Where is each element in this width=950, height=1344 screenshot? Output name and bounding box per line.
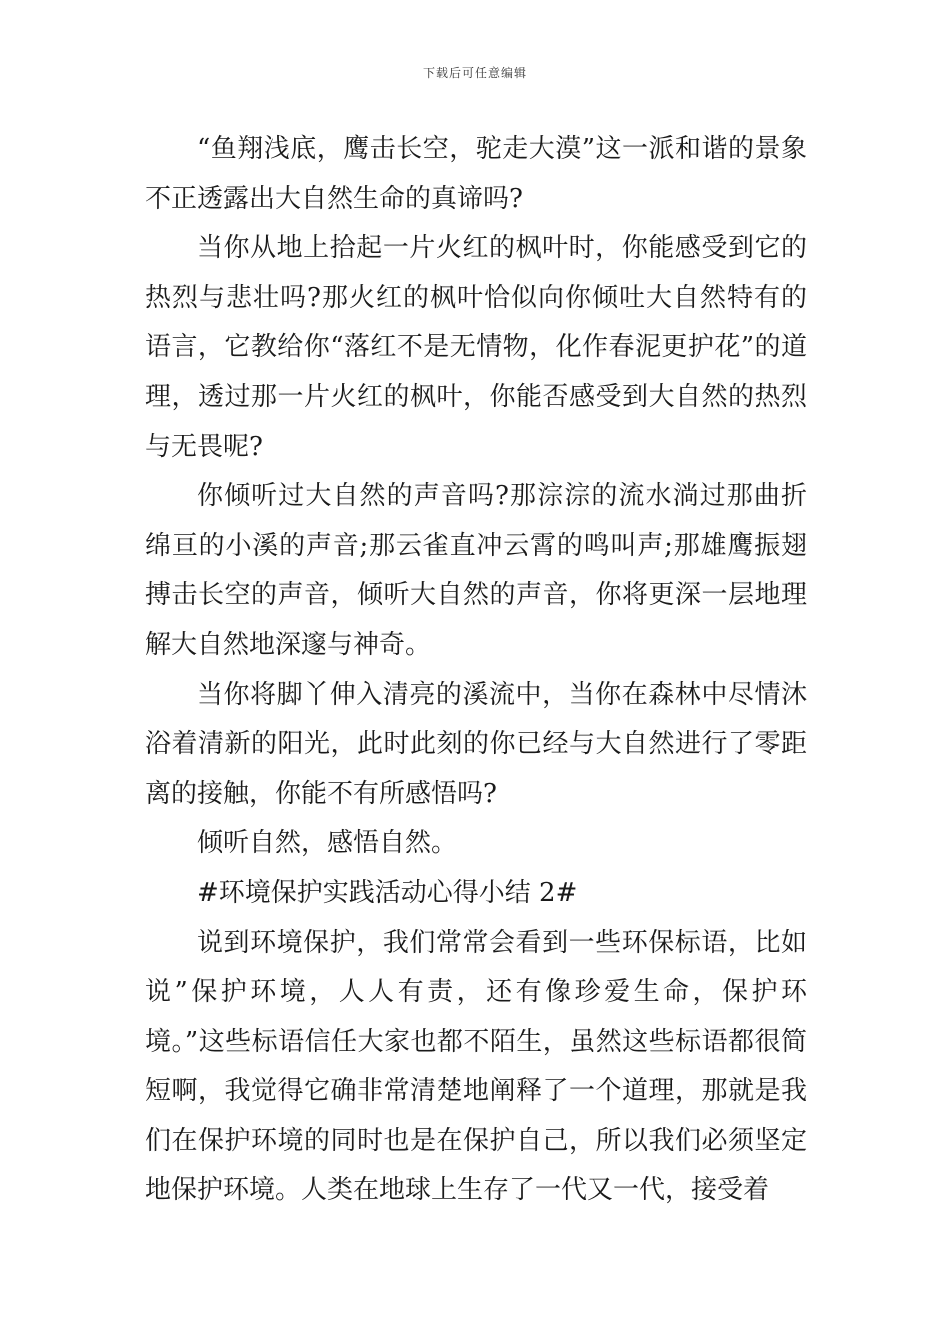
paragraph-3: 你倾听过大自然的声音吗?那淙淙的流水淌过那曲折绵亘的小溪的声音;那云雀直冲云霄的鸣叫声;那雄鹰振翅搏击长空的声音，倾听大自然的声音，你将更深一层地理解大自然地深邃与神奇。	[145, 481, 807, 660]
paragraph-4: 当你将脚丫伸入清亮的溪流中，当你在森林中尽情沐浴着清新的阳光，此时此刻的你已经与大自然进行了零距离的接触，你能不有所感悟吗?	[145, 679, 807, 809]
paragraph-5: 倾听自然，感悟自然。	[197, 828, 458, 859]
page-header: 下载后可任意编辑	[422, 66, 527, 80]
paragraph-2: 当你从地上拾起一片火红的枫叶时，你能感受到它的热烈与悲壮吗?那火红的枫叶恰似向你倾吐大自然特有的语言，它教给你“落红不是无情物，化作春泥更护花”的道理，透过那一片火红的枫叶，你能否感受到大自然的热烈与无畏呢?	[145, 233, 807, 462]
section-heading: #环境保护实践活动心得小结 2#	[197, 877, 578, 908]
paragraph-6: 说到环境保护，我们常常会看到一些环保标语，比如说”保护环境，人人有责，还有像珍爱生命，保护环境。”这些标语信任大家也都不陌生，虽然这些标语都很简短啊，我觉得它确非常清楚地阐释了一个道理，那就是我们在保护环境的同时也是在保护自己，所以我们必须坚定地保护环境。人类在地球上生存了一代又一代，接受着	[145, 927, 807, 1206]
document-body	[145, 125, 807, 1216]
paragraph-1: “鱼翔浅底，鹰击长空，驼走大漠”这一派和谐的景象不正透露出大自然生命的真谛吗?	[145, 134, 807, 214]
